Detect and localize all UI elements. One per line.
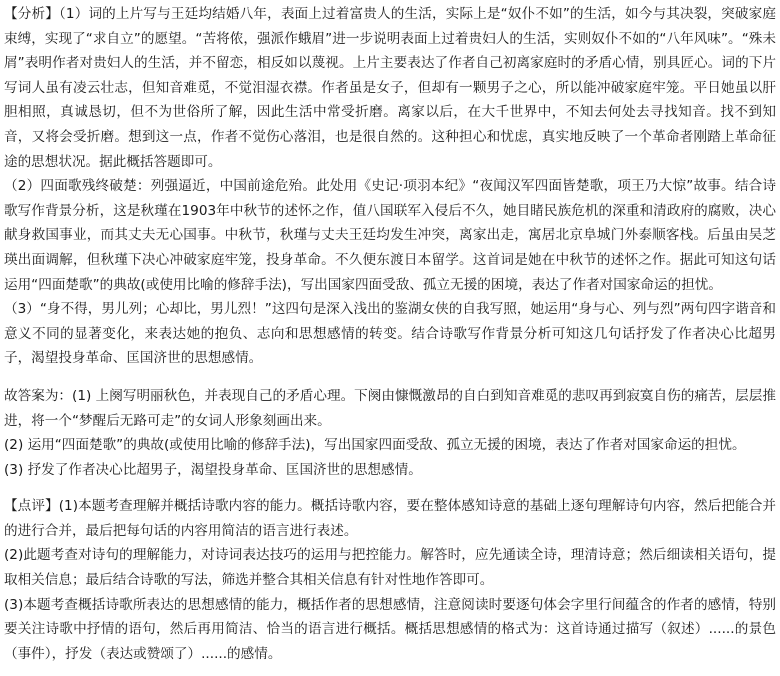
section-spacer	[4, 482, 776, 494]
answer-paragraph-1: 故答案为：(1) 上阕写明丽秋色，并表现自己的矛盾心理。下阕由慷慨激昂的自白到知音难觅的悲叹再到寂寞自伤的痛苦，层层推进，将一个“梦醒后无路可走”的女词人形象刻画出来。	[4, 387, 776, 429]
analysis-paragraph-1: 【分析】（1）词的上片写与王廷均结婚八年，表面上过着富贵人的生活，实际上是“奴仆不如”的生活，如今与其决裂，突破家庭束缚，实现了“求自立”的愿望。“苦将侬，强派作蛾眉”进一步说明表面上过着贵妇人的生活，实则奴仆不如的“八年风味”。“殊未屑”表明作者对贵妇人的生活，并不留恋，相反如以蔑视。上片主要表达了作者自己初离家庭时的矛盾心情，别具匠心。词的下片写词人虽有凌云壮志，但知音难觅，不觉泪湿衣襟。作者虽是女子，但却有一颗男子之心，所以能冲破家庭牢笼。平日她虽以肝胆相照，真诚恳切，但不为世俗所了解，因此生活中常受折磨。离家以后，在大千世界中，不知去何处去寻找知音。找不到知音，又将会受折磨。想到这一点，作者不觉伤心落泪，也是很自然的。这种担心和忧虑，真实地反映了一个革命者刚踏上革命征途的思想状况。据此概括答题即可。	[4, 6, 776, 170]
comment-paragraph-1: 【点评】(1)本题考查理解并概括诗歌内容的能力。概括诗歌内容，要在整体感知诗意的基础上逐句理解诗句内容，然后把能合并的进行合并，最后把每句话的内容用简洁的语言进行表述。	[4, 498, 776, 539]
section-spacer	[4, 371, 776, 384]
analysis-paragraph-3: （3）“身不得，男儿列；心却比，男儿烈！”这四句是深入浅出的鉴湖女侠的自我写照，她运用“身与心、列与烈”两句四字谐音和意义不同的显著变化，来表达她的抱负、志向和思想感情的转变。结合诗歌写作背景分析可知这几句话抒发了作者决心比超男子，渴望投身革命、匡国济世的思想感情。	[4, 301, 776, 367]
comment-paragraph-3: (3)本题考查概括诗歌所表达的思想感情的能力，概括作者的思想感情，注意阅读时要逐句体会字里行间蕴含的作者的感情，特别要关注诗歌中抒情的语句，然后再用简洁、恰当的语言进行概括。概括思想感情的格式为：这首诗通过描写（叙述）......的景色（事件），抒发（表达或赞颂了）......的感情。	[4, 596, 776, 662]
answer-paragraph-3: (3) 抒发了作者决心比超男子，渴望投身革命、匡国济世的思想感情。	[4, 461, 422, 478]
answer-paragraph-2: (2) 运用“四面楚歌”的典故(或使用比喻的修辞手法)，写出国家四面受敌、孤立无援的困境，表达了作者对国家命运的担忧。	[4, 437, 746, 454]
comment-paragraph-2: (2)此题考查对诗句的理解能力，对诗词表达技巧的运用与把控能力。解答时，应先通读全诗，理清诗意；然后细读相关语句，提取相关信息；最后结合诗歌的写法，筛选并整合其相关信息有针对性地作答即可。	[4, 547, 776, 589]
analysis-paragraph-2: （2）四面歌残终破楚：列强逼近，中国前途危殆。此处用《史记·项羽本纪》“夜闻汉军四面皆楚歌，项王乃大惊”故事。结合诗歌写作背景分析，这是秋瑾在1903年中秋节的述怀之作，值八国联军入侵后不久，她目睹民族危机的深重和清政府的腐败，决心献身救国事业，而其丈夫无心国事。中秋节，秋瑾与丈夫王廷均发生冲突，离家出走，寓居北京阜城门外泰顺客栈。后虽由吴芝瑛出面调解，但秋瑾下决心冲破家庭牢笼，投身革命。不久便东渡日本留学。这首词是她在中秋节的述怀之作。据此可知这句话运用“四面楚歌”的典故(或使用比喻的修辞手法)，写出国家四面受敌、孤立无援的困境，表达了作者对国家命运的担忧。	[4, 178, 776, 293]
